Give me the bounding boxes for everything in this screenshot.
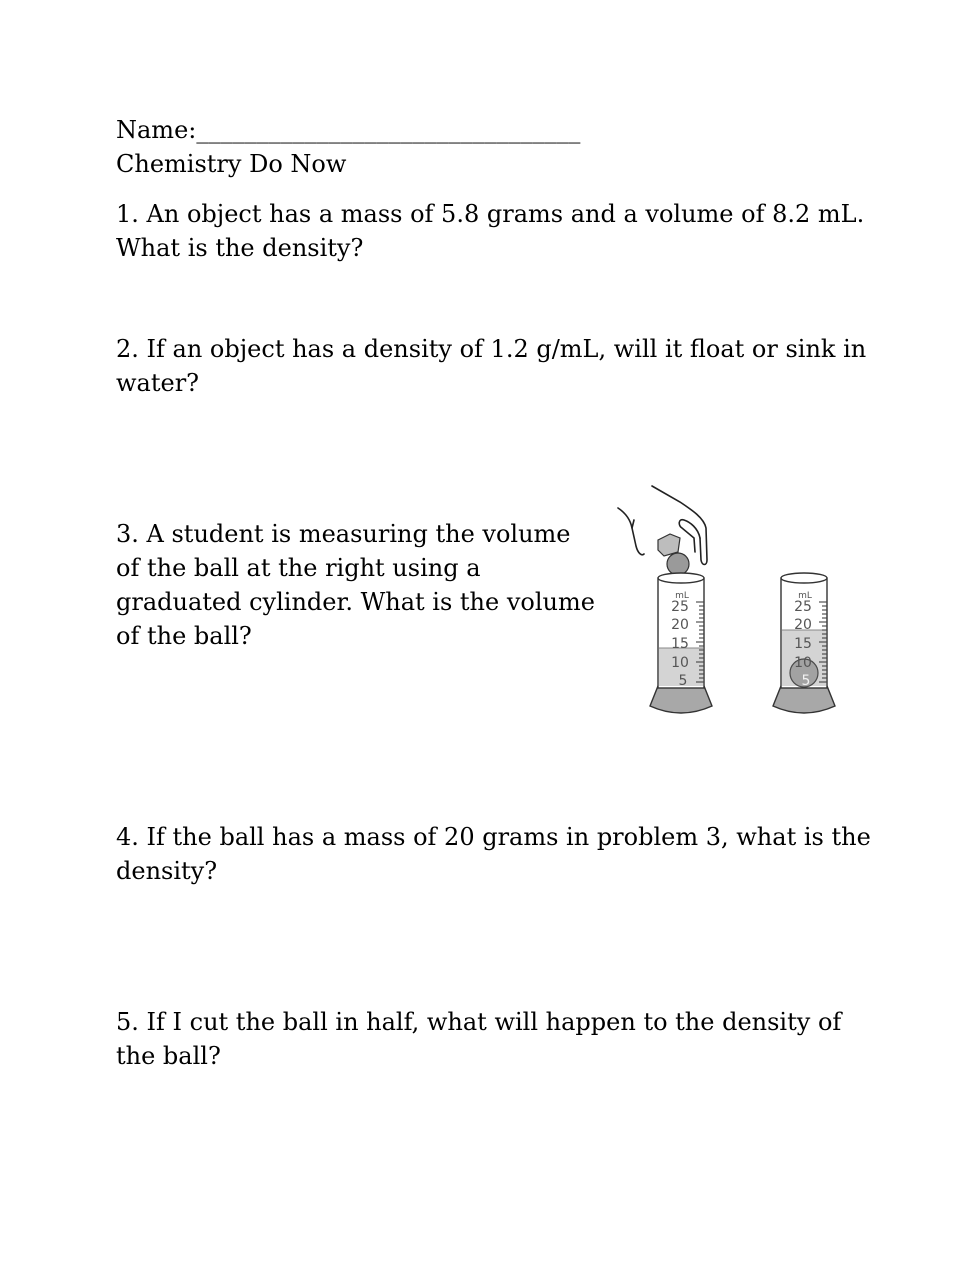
fingertips-holding-ball <box>658 534 689 575</box>
page-title: Chemistry Do Now <box>116 150 347 178</box>
cylinder-after <box>773 573 835 713</box>
tick-label: 20 <box>671 617 689 633</box>
question-5: 5. If I cut the ball in half, what will happen to the density of the ball? <box>116 1008 842 1070</box>
name-line: Name:________________________________ <box>116 116 581 144</box>
tick-label: 25 <box>671 599 689 615</box>
tick-label: 5 <box>678 673 688 689</box>
ball-icon <box>667 553 689 575</box>
unit-label: mL <box>798 591 812 601</box>
tick-label: 10 <box>794 655 812 671</box>
tick-label: 25 <box>794 599 812 615</box>
tick-label: 15 <box>671 636 689 652</box>
tick-label: 5 <box>801 673 811 689</box>
question-2: 2. If an object has a density of 1.2 g/mL, will it float or sink in water? <box>116 335 867 397</box>
tick-label: 20 <box>794 617 812 633</box>
question-3: 3. A student is measuring the volume of the ball at the right using a graduated cylinder. What is the volume of the ball? <box>116 520 595 650</box>
cylinder-before <box>650 573 712 713</box>
unit-label: mL <box>675 591 689 601</box>
graduated-cylinder-figure <box>612 482 844 726</box>
question-4: 4. If the ball has a mass of 20 grams in problem 3, what is the density? <box>116 823 871 885</box>
tick-label: 10 <box>671 655 689 671</box>
question-1: 1. An object has a mass of 5.8 grams and a volume of 8.2 mL. What is the density? <box>116 200 865 262</box>
tick-label: 15 <box>794 636 812 652</box>
